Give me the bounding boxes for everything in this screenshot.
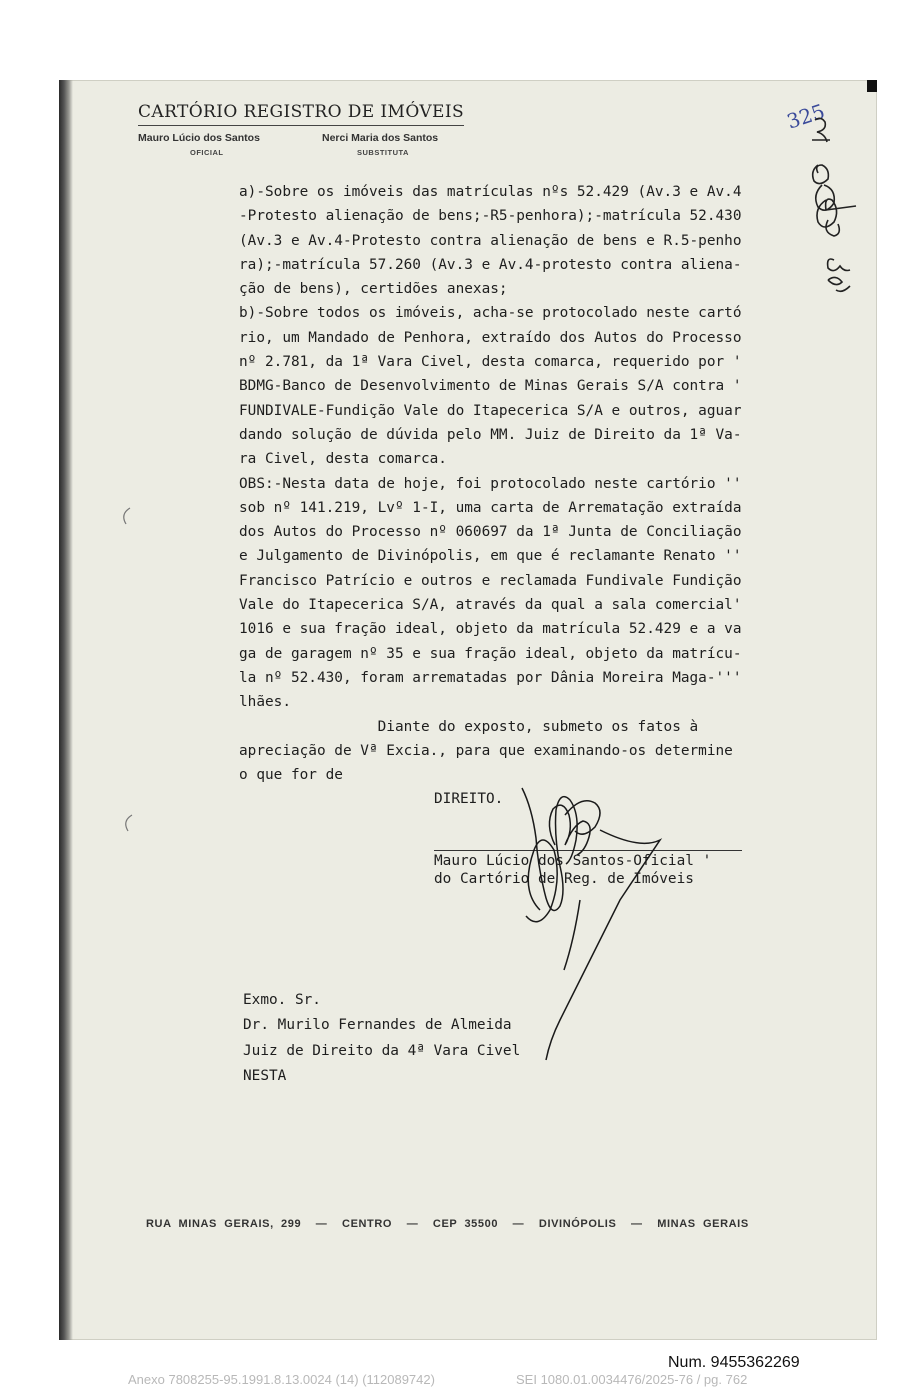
document-number: Num. 9455362269: [668, 1354, 800, 1371]
sei-reference: SEI 1080.01.0034476/2025-76 / pg. 762: [516, 1372, 748, 1387]
closing-word: DIREITO.: [434, 791, 504, 808]
body-line: ga de garagem nº 35 e sua fração ideal, objeto da matrícu-: [239, 645, 742, 662]
body-line: e Julgamento de Divinópolis, em que é reclamante Renato '': [239, 548, 742, 565]
body-line: b)-Sobre todos os imóveis, acha-se protocolado neste cartó: [239, 305, 742, 322]
official-role: OFICIAL: [190, 148, 224, 157]
letterhead-title: CARTÓRIO REGISTRO DE IMÓVEIS: [138, 102, 464, 126]
signature-block: [434, 852, 711, 888]
addressee-block: [243, 988, 520, 1090]
body-line: Francisco Patrício e outros e reclamada Fundivale Fundição: [239, 572, 742, 589]
addressee-line: Dr. Murilo Fernandes de Almeida: [243, 1017, 512, 1034]
scan-corner: [867, 80, 877, 92]
body-line: rio, um Mandado de Penhora, extraído dos Autos do Processo: [239, 329, 742, 346]
body-line: lhães.: [239, 694, 291, 711]
annex-reference: Anexo 7808255-95.1991.8.13.0024 (14) (112089742): [128, 1372, 435, 1387]
body-line: ção de bens), certidões anexas;: [239, 281, 508, 298]
body-line: Diante do exposto, submeto os fatos à: [239, 718, 699, 735]
substitute-role: SUBSTITUTA: [357, 148, 409, 157]
substitute-name: Nerci Maria dos Santos: [322, 132, 439, 144]
body-line: 1016 e sua fração ideal, objeto da matrícula 52.429 e a va: [239, 621, 742, 638]
signatory-name: Mauro Lúcio dos Santos-Oficial ': [434, 853, 712, 869]
body-text: [239, 180, 809, 812]
addressee-line: Juiz de Direito da 4ª Vara Civel: [243, 1042, 521, 1059]
body-line: ra);-matrícula 57.260 (Av.3 e Av.4-protesto contra aliena-: [239, 256, 742, 273]
body-line: sob nº 141.219, Lvº 1-I, uma carta de Arrematação extraída: [239, 499, 742, 516]
body-line: (Av.3 e Av.4-Protesto contra alienação de bens e R.5-penho: [239, 232, 742, 249]
body-line: ra Civel, desta comarca.: [239, 451, 447, 468]
body-line: la nº 52.430, foram arrematadas por Dânia Moreira Maga-''': [239, 669, 742, 686]
body-line: apreciação de Vª Excia., para que examinando-os determine: [239, 742, 733, 759]
body-line: nº 2.781, da 1ª Vara Civel, desta comarca, requerido por ': [239, 354, 742, 371]
signature-rule: [434, 850, 742, 851]
body-line: dando solução de dúvida pelo MM. Juiz de Direito da 1ª Va-: [239, 426, 742, 443]
body-line: -Protesto alienação de bens;-R5-penhora);-matrícula 52.430: [239, 208, 742, 225]
body-line: a)-Sobre os imóveis das matrículas nºs 52.429 (Av.3 e Av.4: [239, 184, 742, 200]
addressee-line: NESTA: [243, 1068, 287, 1085]
addressee-line: Exmo. Sr.: [243, 992, 321, 1008]
margin-page-number: 325: [783, 98, 828, 134]
signatory-title: do Cartório de Reg. de Imóveis: [434, 871, 694, 887]
body-line: OBS:-Nesta data de hoje, foi protocolado neste cartório '': [239, 475, 742, 492]
body-line: o que for de: [239, 767, 343, 784]
body-line: FUNDIVALE-Fundição Vale do Itapecerica S/A e outros, aguar: [239, 402, 742, 419]
official-name: Mauro Lúcio dos Santos: [138, 132, 260, 144]
body-line: BDMG-Banco de Desenvolvimento de Minas Gerais S/A contra ': [239, 378, 742, 395]
letterhead-footer-address: RUA MINAS GERAIS, 299 — CENTRO — CEP 35500 — DIVINÓPOLIS — MINAS GERAIS: [146, 1218, 749, 1230]
scan-edge-shadow: [59, 80, 73, 1340]
body-line: dos Autos do Processo nº 060697 da 1ª Junta de Conciliação: [239, 524, 742, 541]
body-line: Vale do Itapecerica S/A, através da qual a sala comercial': [239, 597, 742, 614]
